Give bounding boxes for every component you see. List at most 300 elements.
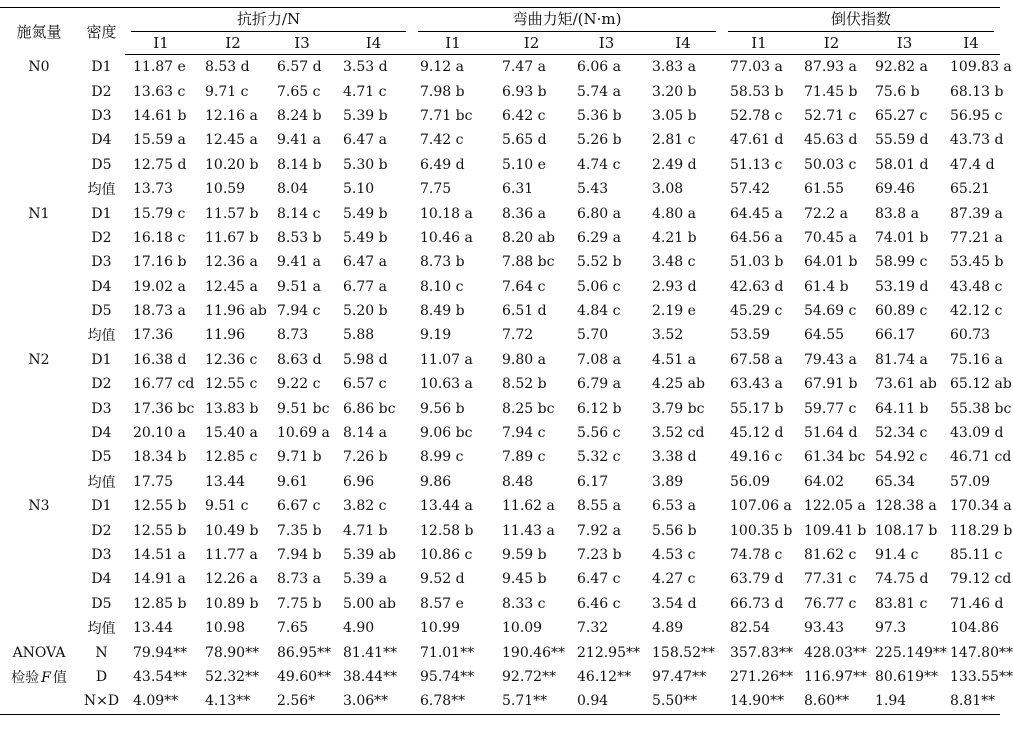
density-cell: 均值 <box>87 182 116 199</box>
table-cell: 11.57 b <box>205 205 259 222</box>
table-cell: 5.26 b <box>577 132 622 149</box>
nitrogen-level-cell <box>0 396 78 420</box>
table-cell: 9.06 bc <box>420 425 473 442</box>
table-cell: 12.45 a <box>205 132 258 149</box>
table-cell: 64.45 a <box>730 205 783 222</box>
table-cell: 6.57 c <box>343 376 387 393</box>
table-cell: 8.36 a <box>502 205 546 222</box>
table-cell: 55.17 b <box>730 400 784 417</box>
table-cell: 3.89 <box>652 473 684 490</box>
nitrogen-level-cell <box>0 250 78 274</box>
table-cell: 5.06 c <box>577 278 621 295</box>
table-cell: 57.09 <box>950 473 991 490</box>
table-row <box>0 616 1000 640</box>
table-cell: 8.60** <box>796 689 867 714</box>
table-cell: 9.51 c <box>205 498 249 515</box>
table-cell: 116.97** <box>804 668 867 685</box>
table-cell: 70.45 a <box>804 229 857 246</box>
table-row <box>0 201 1000 225</box>
table-cell: 4.27 c <box>652 571 696 588</box>
table-cell: 9.56 b <box>420 400 465 417</box>
nitrogen-level-cell <box>0 177 78 201</box>
table-cell: 65.21 <box>950 181 991 198</box>
group-label: 弯曲力矩/(N·m) <box>418 8 716 32</box>
table-cell: 11.62 a <box>502 498 555 515</box>
table-body <box>0 55 1013 715</box>
table-cell: 92.82 a <box>875 59 928 76</box>
table-cell: 53.19 d <box>875 278 929 295</box>
nitrogen-level-cell <box>0 104 78 128</box>
table-cell: 3.52 cd <box>652 425 705 442</box>
header-group-lodging-index <box>722 8 1000 33</box>
table-row <box>0 177 1000 201</box>
table-cell: 56.95 c <box>950 107 1003 124</box>
table-cell: 9.41 a <box>277 254 321 271</box>
table-cell: 43.54** <box>133 668 188 685</box>
nitrogen-level-cell <box>0 226 78 250</box>
table-row <box>0 567 1000 591</box>
table-cell: 6.47 a <box>343 132 387 149</box>
table-cell: 2.49 d <box>652 156 697 173</box>
table-cell: 14.61 b <box>133 107 187 124</box>
table-cell: 81.41** <box>343 644 398 661</box>
table-cell: 95.74** <box>420 668 475 685</box>
table-cell: 60.73 <box>950 327 991 344</box>
table-cell: 77.21 a <box>950 229 1003 246</box>
table-cell: 14.91 a <box>133 571 186 588</box>
anova-factor-cell: D <box>95 668 108 685</box>
table-cell: 59.77 c <box>804 400 857 417</box>
table-cell: 20.10 a <box>133 425 186 442</box>
subheader: I4 <box>644 32 722 55</box>
table-cell: 7.94 b <box>277 547 322 563</box>
table-cell: 6.78** <box>412 689 494 714</box>
table-cell: 10.49 b <box>205 522 259 539</box>
table-cell: 13.63 c <box>133 83 186 100</box>
table-cell: 5.74 a <box>577 83 621 100</box>
density-cell: D1 <box>91 498 112 515</box>
table-cell: 7.65 <box>277 620 309 637</box>
anova-label-value: 值 <box>52 669 67 686</box>
table-cell: 6.47 a <box>343 254 387 271</box>
density-cell: D4 <box>91 571 112 588</box>
table-cell: 9.51 bc <box>277 400 330 417</box>
table-cell: 10.20 b <box>205 156 259 173</box>
table-cell: 97.3 <box>875 620 907 637</box>
table-cell: 9.71 b <box>277 449 322 466</box>
table-cell: 43.09 d <box>950 425 1004 442</box>
table-cell: 12.16 a <box>205 107 258 124</box>
anova-label-cell <box>0 689 78 714</box>
table-cell: 133.55** <box>950 668 1013 685</box>
nitrogen-level-cell <box>0 128 78 152</box>
table-cell: 9.22 c <box>277 376 321 393</box>
table-cell: 42.63 d <box>730 278 784 295</box>
table-cell: 2.93 d <box>652 278 697 295</box>
table-cell: 104.86 <box>950 620 999 637</box>
table-cell: 7.94 c <box>277 303 321 320</box>
table-cell: 11.77 a <box>205 547 258 563</box>
table-cell: 108.17 b <box>875 522 938 539</box>
table-cell: 8.73 b <box>420 254 465 271</box>
table-cell: 43.73 d <box>950 132 1004 149</box>
table-cell: 73.61 ab <box>875 376 937 393</box>
table-cell: 6.53 a <box>652 498 696 515</box>
table-cell: 12.58 b <box>420 522 474 539</box>
nitrogen-level-cell: N1 <box>28 205 50 222</box>
table-cell: 6.51 d <box>502 303 547 320</box>
table-cell: 47.4 d <box>950 156 995 173</box>
table-cell: 5.56 b <box>652 522 697 539</box>
anova-label-test: 检验 <box>11 669 40 686</box>
table-cell: 45.63 d <box>804 132 858 149</box>
anova-label-cell <box>0 640 78 664</box>
table-cell: 15.59 a <box>133 132 186 149</box>
table-row <box>0 250 1000 274</box>
table-cell: 7.75 <box>420 181 452 198</box>
density-cell: 均值 <box>87 328 116 345</box>
table-row <box>0 226 1000 250</box>
nitrogen-level-cell <box>0 323 78 347</box>
table-cell: 12.85 c <box>205 449 258 466</box>
table-row <box>0 323 1000 347</box>
anova-label-f: F <box>41 669 51 686</box>
table-cell: 71.46 d <box>950 595 1004 612</box>
subheader: I3 <box>269 32 335 55</box>
table-cell: 7.88 bc <box>502 254 555 271</box>
table-cell: 7.89 c <box>502 449 546 466</box>
table-cell: 7.26 b <box>343 449 388 466</box>
table-cell: 357.83** <box>730 644 793 661</box>
table-cell: 109.41 b <box>804 522 867 539</box>
anova-label: ANOVA <box>12 644 66 661</box>
table-cell: 13.44 a <box>420 498 473 515</box>
density-cell: D3 <box>91 107 112 124</box>
table-cell: 86.95** <box>277 644 332 661</box>
table-cell: 225.149** <box>875 644 947 661</box>
nitrogen-level-cell: N2 <box>28 351 50 368</box>
table-cell: 83.8 a <box>875 205 919 222</box>
group-label: 抗折力/N <box>131 8 406 32</box>
table-cell: 8.14 a <box>343 425 387 442</box>
table-cell: 49.60** <box>277 668 332 685</box>
table-cell: 3.52 <box>652 327 684 344</box>
table-cell: 16.38 d <box>133 351 187 368</box>
table-cell: 6.80 a <box>577 205 621 222</box>
table-cell: 87.93 a <box>804 59 857 76</box>
table-cell: 5.56 c <box>577 425 621 442</box>
density-cell: D4 <box>91 278 112 295</box>
table-cell: 12.85 b <box>133 595 187 612</box>
subheader: I1 <box>125 32 197 55</box>
table-cell: 7.35 b <box>277 522 322 539</box>
table-cell: 3.83 a <box>652 59 696 76</box>
table-cell: 87.39 a <box>950 205 1003 222</box>
table-row <box>0 445 1000 469</box>
table-cell: 10.69 a <box>277 425 330 442</box>
table-cell: 4.09** <box>125 689 197 714</box>
table-row <box>0 421 1000 445</box>
table-cell: 9.71 c <box>205 83 249 100</box>
table-cell: 170.34 a <box>950 498 1012 515</box>
table-cell: 58.01 d <box>875 156 929 173</box>
table-cell: 3.79 bc <box>652 400 705 417</box>
table-cell: 6.06 a <box>577 59 621 76</box>
table-cell: 5.71** <box>494 689 569 714</box>
table-cell: 13.44 <box>133 620 174 637</box>
table-cell: 10.59 <box>205 181 246 198</box>
table-cell: 8.55 a <box>577 498 621 515</box>
density-cell: D4 <box>91 425 112 442</box>
table-cell: 45.12 d <box>730 425 784 442</box>
table-cell: 43.48 c <box>950 278 1003 295</box>
table-cell: 64.01 b <box>804 254 858 271</box>
table-cell: 14.90** <box>722 689 796 714</box>
table-cell: 8.24 b <box>277 107 322 124</box>
table-cell: 5.30 b <box>343 156 388 173</box>
table-cell: 7.47 a <box>502 59 546 76</box>
table-cell: 63.79 d <box>730 571 784 588</box>
table-cell: 147.80** <box>950 644 1013 661</box>
table-cell: 118.29 b <box>950 522 1013 539</box>
table-cell: 12.36 a <box>205 254 258 271</box>
header-density: 密度 <box>78 8 125 55</box>
table-cell: 67.58 a <box>730 351 783 368</box>
group-label: 倒伏指数 <box>728 8 994 32</box>
table-cell: 5.88 <box>343 327 375 344</box>
table-cell: 8.14 b <box>277 156 322 173</box>
nitrogen-level-cell <box>0 421 78 445</box>
table-cell: 74.01 b <box>875 229 929 246</box>
table-cell: 64.56 a <box>730 229 783 246</box>
table-cell: 2.19 e <box>652 303 696 320</box>
table-row <box>0 55 1000 80</box>
table-cell: 9.86 <box>420 473 452 490</box>
anova-factor-cell: N <box>95 644 108 661</box>
table-cell: 10.63 a <box>420 376 473 393</box>
table-cell: 107.06 a <box>730 498 792 515</box>
density-cell: D5 <box>91 303 112 320</box>
table-cell: 12.45 a <box>205 278 258 295</box>
table-row <box>0 153 1000 177</box>
table-cell: 13.73 <box>133 181 174 198</box>
anova-row <box>0 640 1000 664</box>
table-cell: 3.54 d <box>652 595 697 612</box>
density-cell: D5 <box>91 156 112 173</box>
table-cell: 4.90 <box>343 620 375 637</box>
table-cell: 53.45 b <box>950 254 1004 271</box>
table-cell: 8.53 b <box>277 229 322 246</box>
table-cell: 3.08 <box>652 181 684 198</box>
table-cell: 79.94** <box>133 644 188 661</box>
table-cell: 8.48 <box>502 473 534 490</box>
table-cell: 5.20 b <box>343 303 388 320</box>
table-cell: 8.25 bc <box>502 400 555 417</box>
table-cell: 92.72** <box>502 668 557 685</box>
table-cell: 64.02 <box>804 473 845 490</box>
anova-row <box>0 665 1000 689</box>
table-cell: 122.05 a <box>804 498 866 515</box>
table-cell: 65.27 c <box>875 107 928 124</box>
table-cell: 5.52 b <box>577 254 622 271</box>
table-cell: 52.71 c <box>804 107 857 124</box>
header-group-breaking-force <box>125 8 412 33</box>
table-cell: 81.62 c <box>804 547 857 563</box>
table-cell: 11.96 ab <box>205 303 267 320</box>
table-cell: 9.59 b <box>502 547 547 563</box>
nitrogen-level-cell <box>0 299 78 323</box>
table-cell: 15.79 c <box>133 205 186 222</box>
table-cell: 4.25 ab <box>652 376 705 393</box>
table-cell: 271.26** <box>730 668 793 685</box>
nitrogen-level-cell <box>0 592 78 616</box>
table-cell: 11.87 e <box>133 59 186 76</box>
table-cell: 7.42 c <box>420 132 464 149</box>
table-cell: 4.21 b <box>652 229 697 246</box>
table-cell: 6.49 d <box>420 156 465 173</box>
table-cell: 9.12 a <box>420 59 464 76</box>
table-cell: 74.75 d <box>875 571 929 588</box>
table-cell: 12.55 b <box>133 522 187 539</box>
table-cell: 77.03 a <box>730 59 783 76</box>
table-cell: 7.94 c <box>502 425 546 442</box>
table-cell: 4.13** <box>197 689 269 714</box>
table-cell: 64.11 b <box>875 400 929 417</box>
table-cell: 51.13 c <box>730 156 783 173</box>
table-cell: 8.73 <box>277 327 309 344</box>
table-cell: 158.52** <box>652 644 715 661</box>
table-cell: 2.56* <box>269 689 335 714</box>
table-cell: 51.64 d <box>804 425 858 442</box>
density-cell: D3 <box>91 400 112 417</box>
table-cell: 10.99 <box>420 620 461 637</box>
table-cell: 7.23 b <box>577 547 622 563</box>
table-cell: 10.46 a <box>420 229 473 246</box>
density-cell: D1 <box>91 58 112 75</box>
table-cell: 50.03 c <box>804 156 857 173</box>
table-cell: 10.18 a <box>420 205 473 222</box>
table-cell: 68.13 b <box>950 83 1004 100</box>
table-cell: 60.89 c <box>875 303 928 320</box>
table-row <box>0 543 1000 567</box>
density-cell: D3 <box>91 547 112 563</box>
table-cell: 2.81 c <box>652 132 696 149</box>
subheader: I2 <box>796 32 867 55</box>
table-row <box>0 79 1000 103</box>
nitrogen-level-cell <box>0 79 78 103</box>
table-row <box>0 396 1000 420</box>
table-cell: 17.75 <box>133 473 174 490</box>
table-cell: 17.16 b <box>133 254 187 271</box>
table-cell: 16.77 cd <box>133 376 195 393</box>
table-cell: 79.12 cd <box>950 571 1012 588</box>
table-row <box>0 299 1000 323</box>
table-cell: 11.07 a <box>420 351 473 368</box>
table-cell: 49.16 c <box>730 449 783 466</box>
table-cell: 4.89 <box>652 620 684 637</box>
table-cell: 7.71 bc <box>420 107 473 124</box>
table-cell: 9.52 d <box>420 571 465 588</box>
density-cell: D1 <box>91 205 112 222</box>
table-cell: 6.46 c <box>577 595 621 612</box>
table-cell: 5.39 a <box>343 571 387 588</box>
density-cell: D5 <box>91 595 112 612</box>
table-cell: 58.53 b <box>730 83 784 100</box>
subheader: I4 <box>942 32 1000 55</box>
nitrogen-level-cell <box>0 518 78 542</box>
nitrogen-level-cell <box>0 543 78 567</box>
table-row <box>0 128 1000 152</box>
table-cell: 9.80 a <box>502 351 546 368</box>
table-cell: 0.94 <box>569 689 644 714</box>
table-cell: 5.98 d <box>343 351 388 368</box>
table-cell: 9.41 a <box>277 132 321 149</box>
table-cell: 128.38 a <box>875 498 937 515</box>
density-cell: 均值 <box>87 621 116 638</box>
table-cell: 6.17 <box>577 473 609 490</box>
table-cell: 9.19 <box>420 327 452 344</box>
anova-factor-cell: N×D <box>78 689 125 714</box>
table-cell: 45.29 c <box>730 303 783 320</box>
table-cell: 109.83 a <box>950 59 1012 76</box>
table-cell: 18.34 b <box>133 449 187 466</box>
table-cell: 8.52 b <box>502 376 547 393</box>
table-cell: 6.79 a <box>577 376 621 393</box>
table-cell: 7.92 a <box>577 522 621 539</box>
table-cell: 61.55 <box>804 181 845 198</box>
table-cell: 8.57 e <box>420 595 464 612</box>
table-cell: 4.80 a <box>652 205 696 222</box>
table-cell: 19.02 a <box>133 278 186 295</box>
table-cell: 8.99 c <box>420 449 464 466</box>
table-cell: 4.51 a <box>652 351 696 368</box>
density-cell: D4 <box>91 132 112 149</box>
table-cell: 42.12 c <box>950 303 1003 320</box>
table-cell: 8.53 d <box>205 59 250 76</box>
nitrogen-level-cell <box>0 616 78 640</box>
table-cell: 91.4 c <box>875 547 919 563</box>
subheader: I2 <box>197 32 269 55</box>
header-group-bending-moment <box>412 8 722 33</box>
table-cell: 6.77 a <box>343 278 387 295</box>
table-cell: 8.33 c <box>502 595 546 612</box>
density-cell: D1 <box>91 351 112 368</box>
table-cell: 5.49 b <box>343 205 388 222</box>
table-cell: 3.53 d <box>343 59 388 76</box>
nitrogen-level-cell <box>0 567 78 591</box>
anova-label-cell <box>0 665 78 689</box>
table-cell: 7.72 <box>502 327 534 344</box>
table-cell: 56.09 <box>730 473 771 490</box>
subheader: I1 <box>412 32 494 55</box>
table-cell: 52.34 c <box>875 425 928 442</box>
table-cell: 1.94 <box>867 689 942 714</box>
table-cell: 6.86 bc <box>343 400 396 417</box>
table-cell: 14.51 a <box>133 547 186 563</box>
table-cell: 18.73 a <box>133 303 186 320</box>
table-cell: 74.78 c <box>730 547 783 563</box>
table-cell: 10.86 c <box>420 547 473 563</box>
table-cell: 13.44 <box>205 473 246 490</box>
table-cell: 57.42 <box>730 181 771 198</box>
table-cell: 12.55 c <box>205 376 258 393</box>
table-cell: 72.2 a <box>804 205 848 222</box>
subheader: I3 <box>569 32 644 55</box>
table-cell: 7.32 <box>577 620 609 637</box>
table-cell: 46.71 cd <box>950 449 1012 466</box>
table-cell: 4.84 c <box>577 303 621 320</box>
table-cell: 6.29 a <box>577 229 621 246</box>
